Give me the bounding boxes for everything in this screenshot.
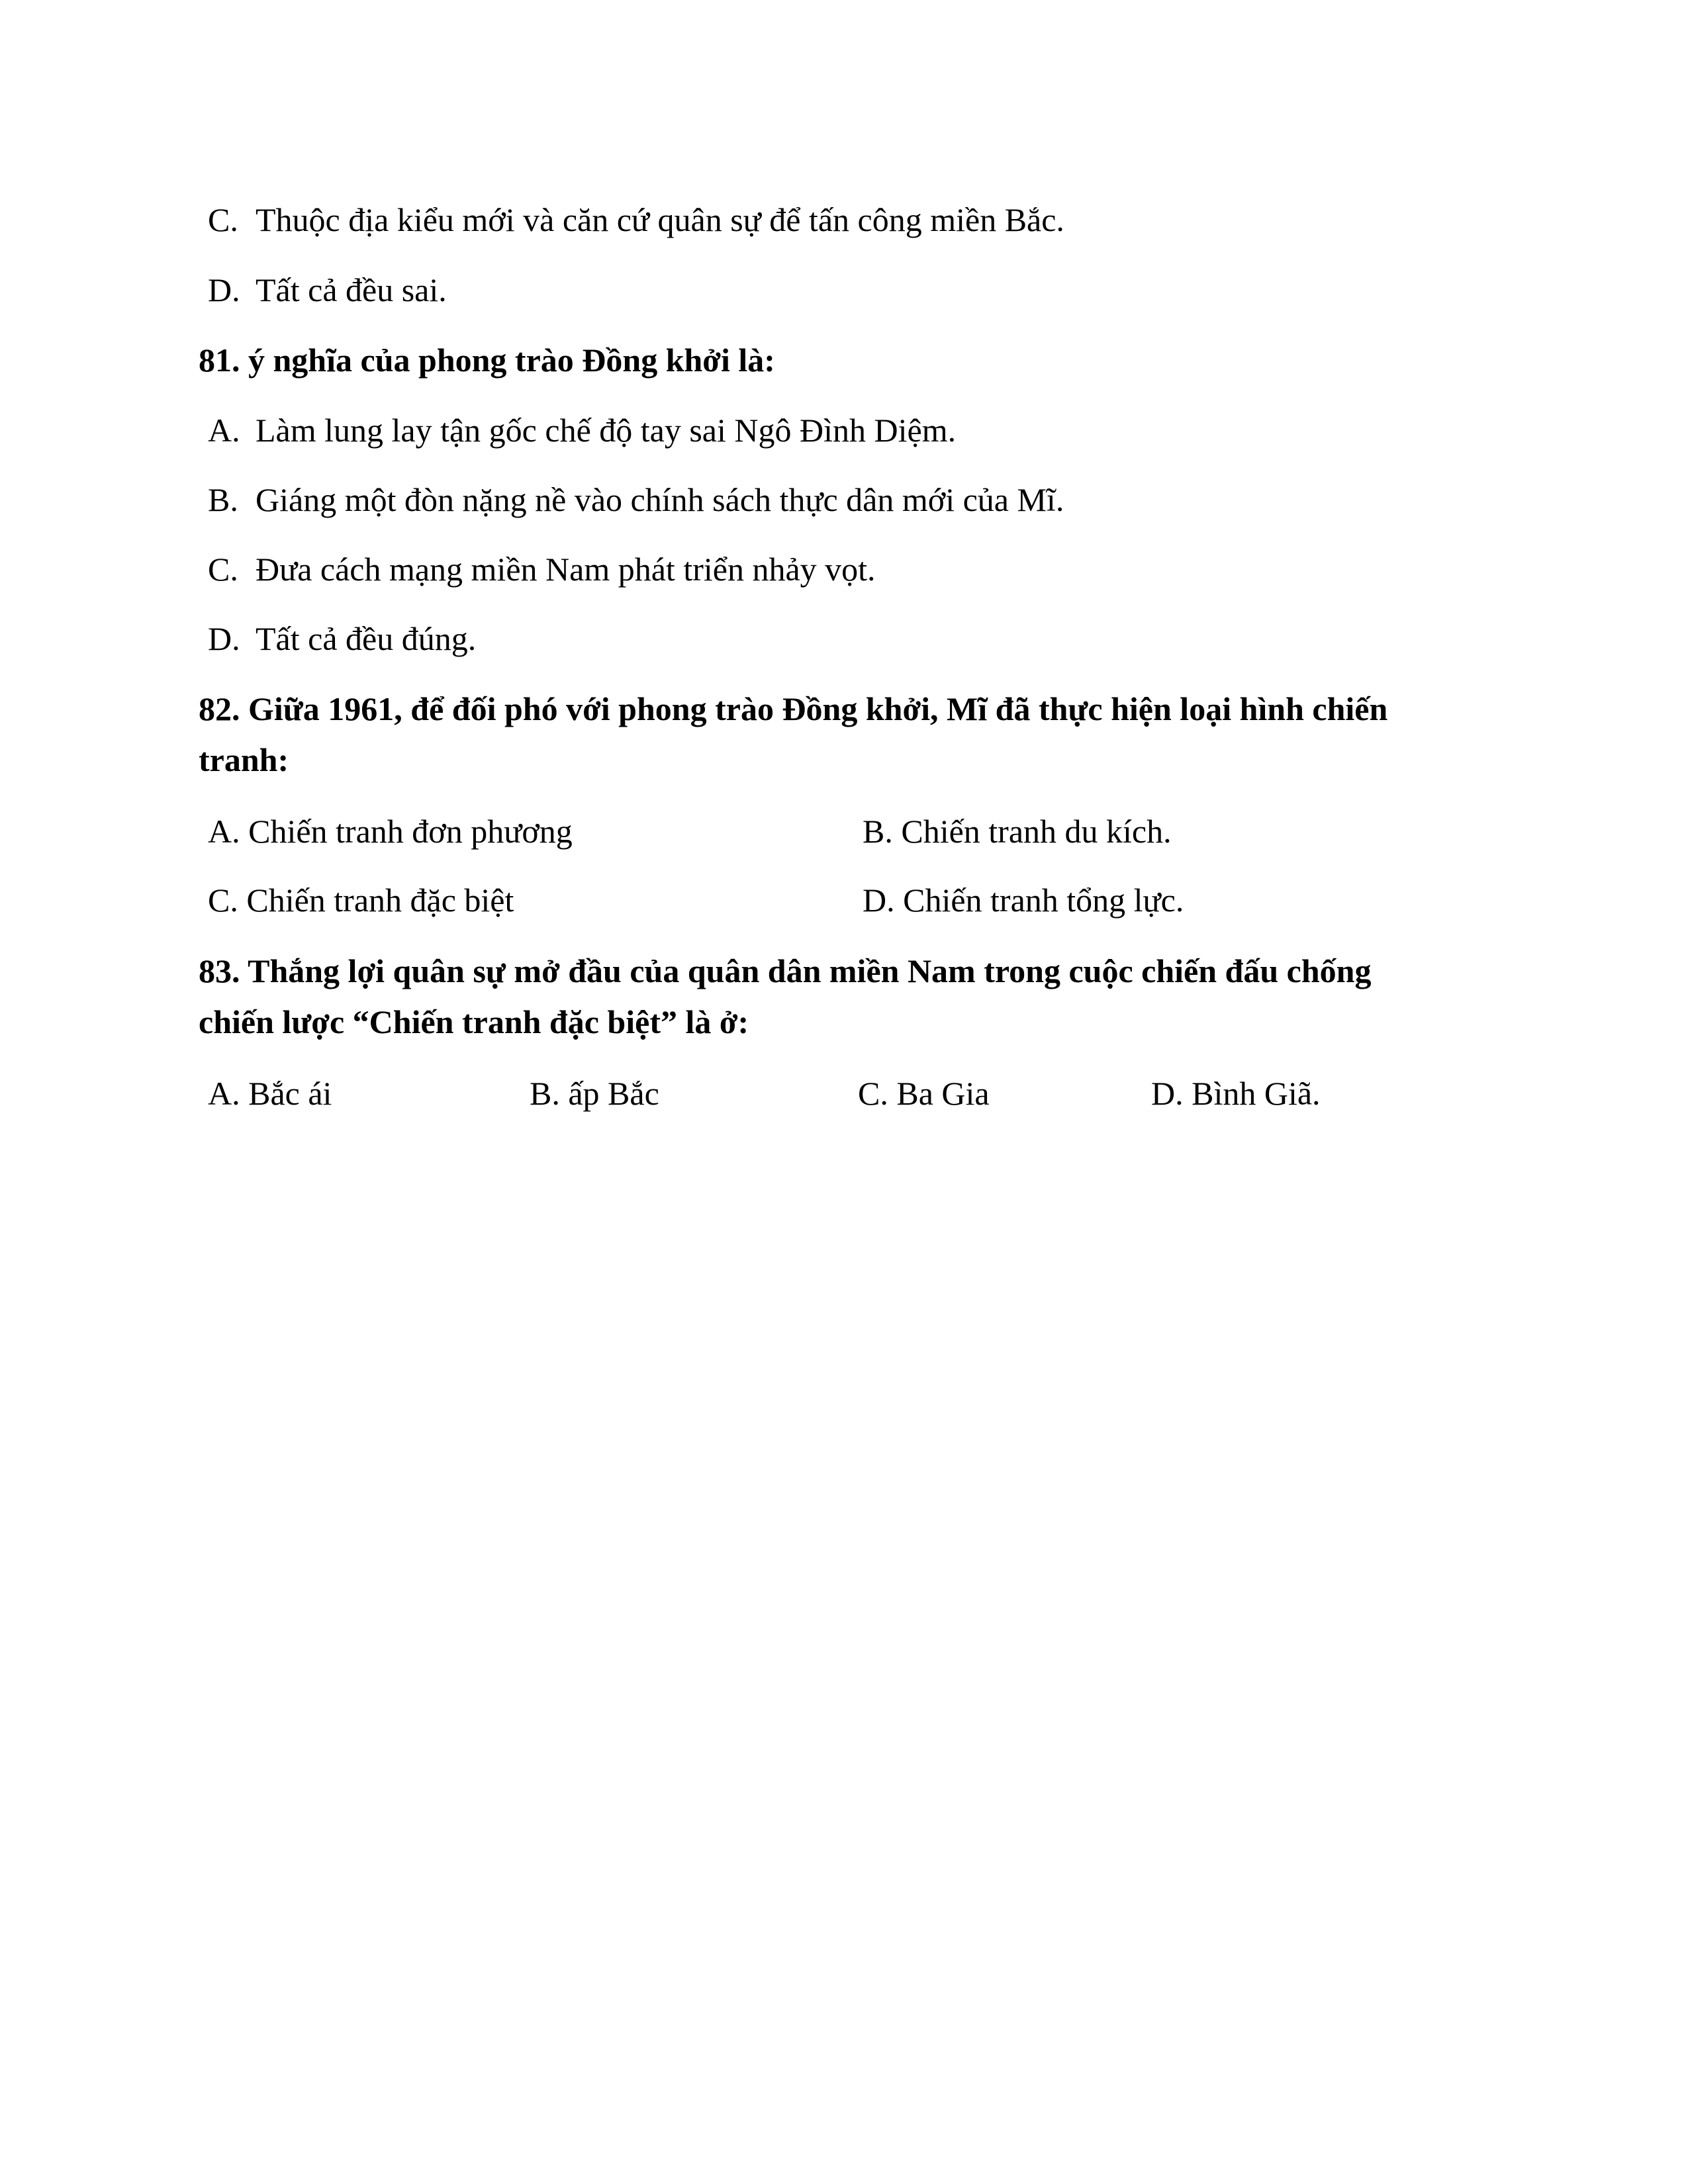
option-letter: C. — [208, 551, 238, 588]
option-text: Thuộc địa kiểu mới và căn cứ quân sự để tấn công miền Bắc. — [256, 201, 1064, 238]
option-letter: A. — [208, 412, 240, 449]
prev-option-c — [208, 200, 1064, 240]
option-letter: D. — [208, 271, 240, 308]
q81-option-d — [208, 619, 476, 659]
q83-option-d: D. Bình Giã. — [1151, 1075, 1321, 1112]
q81-option-b — [208, 480, 1064, 520]
option-letter: C. — [208, 201, 238, 238]
q82-option-a: A. Chiến tranh đơn phương — [208, 813, 573, 850]
option-text: Đưa cách mạng miền Nam phát triển nhảy vọt. — [256, 551, 876, 588]
q83-option-a: A. Bắc ái — [208, 1075, 332, 1112]
q81-option-a — [208, 410, 956, 450]
question-83-title-line2: chiến lược “Chiến tranh đặc biệt” là ở: — [199, 1003, 749, 1040]
question-83-title-line1: 83. Thắng lợi quân sự mở đầu của quân dân miền Nam trong cuộc chiến đấu chống — [199, 952, 1372, 989]
prev-option-d — [208, 270, 447, 310]
q83-option-b: B. ấp Bắc — [530, 1075, 659, 1112]
q83-option-c: C. Ba Gia — [858, 1075, 990, 1112]
question-81-title: 81. ý nghĩa của phong trào Đồng khởi là: — [199, 341, 775, 379]
q82-option-b: B. Chiến tranh du kích. — [863, 813, 1172, 850]
option-letter: B. — [208, 481, 238, 518]
question-82-title-line1: 82. Giữa 1961, để đối phó với phong trào Đồng khởi, Mĩ đã thực hiện loại hình chiến — [199, 690, 1388, 727]
option-letter: D. — [208, 620, 240, 657]
option-text: Tất cả đều đúng. — [256, 620, 477, 657]
q81-option-c — [208, 549, 876, 589]
option-text: Tất cả đều sai. — [256, 271, 447, 308]
q82-option-d: D. Chiến tranh tổng lực. — [863, 882, 1184, 919]
q82-option-c: C. Chiến tranh đặc biệt — [208, 882, 514, 919]
question-82-title-line2: tranh: — [199, 741, 289, 778]
option-text: Làm lung lay tận gốc chế độ tay sai Ngô Đình Diệm. — [256, 412, 957, 449]
option-text: Giáng một đòn nặng nề vào chính sách thực dân mới của Mĩ. — [256, 481, 1064, 518]
